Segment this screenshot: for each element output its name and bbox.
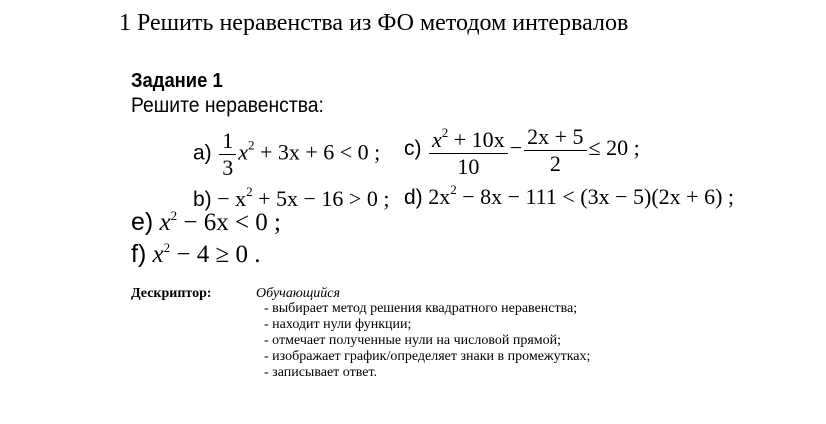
inequality-f [131, 240, 260, 269]
expression-rest: + 5x − 16 > 0 ; [252, 186, 390, 211]
label-b: b) [193, 188, 212, 211]
variable: x [152, 241, 164, 268]
numerator-rest: + 10x [448, 127, 505, 152]
variable: x [159, 209, 171, 236]
list-item: - находит нули функции; [264, 317, 412, 332]
inequality-d [404, 182, 734, 210]
inequality-c [404, 120, 640, 180]
numerator: 1 [219, 128, 236, 155]
denominator: 3 [222, 155, 234, 180]
list-item: - записывает ответ. [264, 365, 378, 380]
descriptor-list [264, 301, 590, 381]
expression-rest: + 3x + 6 < 0 ; [254, 139, 381, 165]
exponent: 2 [450, 182, 457, 197]
expression-rest: − 8x − 111 < (3x − 5)(2x + 6) ; [456, 184, 735, 209]
minus-sign: − [509, 135, 523, 161]
fraction-c2 [524, 124, 586, 177]
label-a: a) [193, 141, 212, 165]
expression-rest: ≤ 20 ; [588, 135, 640, 161]
label-c: c) [404, 137, 422, 161]
descriptor-label: Дескриптор: [131, 286, 212, 301]
list-item: - выбирает метод решения квадратного неравенства; [264, 301, 578, 316]
fraction-one-third [219, 128, 236, 181]
denominator: 2 [549, 150, 561, 176]
inequality-e [131, 208, 281, 237]
label-f: f) [131, 240, 147, 268]
task-heading: Задание 1 [131, 70, 223, 92]
numerator [429, 120, 508, 154]
variable: x [238, 139, 248, 165]
variable: x [432, 127, 442, 152]
expression-rest: − 4 ≥ 0 . [170, 241, 261, 268]
label-d: d) [404, 186, 423, 209]
numerator: 2x + 5 [524, 124, 586, 151]
exponent: 2 [246, 184, 253, 199]
inequality-a [193, 128, 380, 181]
expression-lead: 2x [428, 184, 451, 209]
descriptor-role: Обучающийся [256, 286, 341, 301]
exponent: 2 [170, 208, 178, 223]
label-e: e) [131, 208, 154, 236]
fraction-c1 [429, 120, 508, 180]
list-item: - отмечает полученные нули на числовой прямой; [264, 333, 562, 348]
exponent: 2 [247, 137, 255, 153]
exponent: 2 [441, 125, 449, 140]
denominator: 10 [457, 154, 480, 179]
task-instruction: Решите неравенства: [131, 94, 324, 117]
page-title: 1 Решить неравенства из ФО методом интервалов [119, 10, 629, 36]
exponent: 2 [163, 240, 171, 255]
expression-rest: − 6x < 0 ; [177, 209, 281, 236]
expression-lead: − x [217, 186, 247, 211]
list-item: - изображает график/определяет знаки в промежутках; [264, 349, 591, 364]
